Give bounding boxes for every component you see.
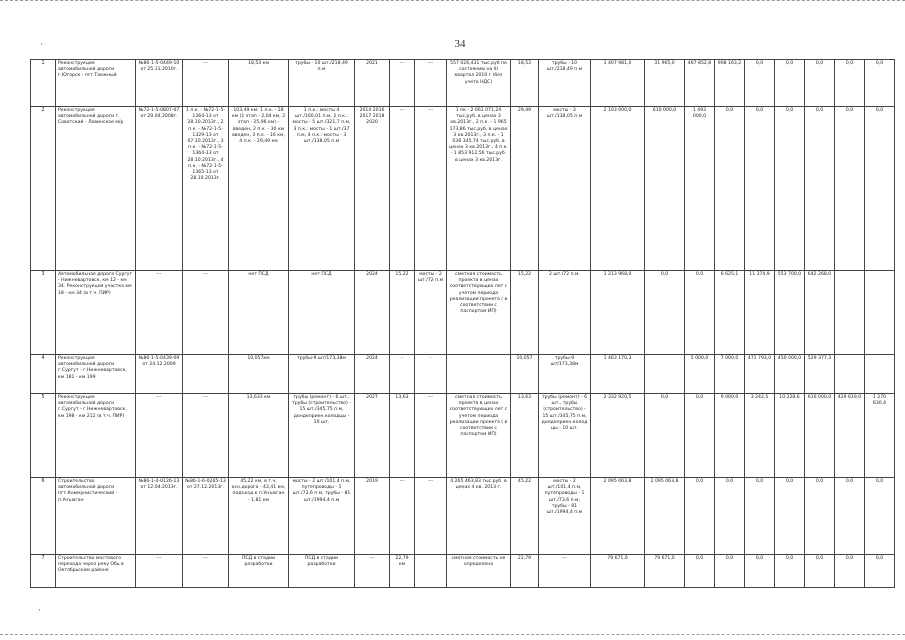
cell-v21: 0,0 [865, 555, 895, 588]
cell-v18: 0,0 [775, 478, 805, 555]
cell-doc1: --- [136, 271, 183, 355]
cell-c11: 10,057 [511, 355, 539, 394]
cell-capacity: трубы (ремонт) - 6 шт., трубы (строительство) - 15 шт./345,75 п.м, донделриен.колодцы - 10 шт. [289, 394, 355, 478]
cell-c8: 13,63 [390, 394, 415, 478]
cell-length: нет ПСД [229, 271, 289, 355]
cell-v14: 610 000,0 [645, 107, 685, 271]
cell-doc2: №86-1-6-0265-13 от 27.12.2013г. [183, 478, 229, 555]
cell-c12: трубы - 10 шт./218,49 п.м [539, 60, 591, 107]
cell-c11: 45,22 [511, 478, 539, 555]
cell-no: 3 [31, 271, 56, 355]
cell-v16: 0,0 [715, 107, 745, 271]
cell-length: 10,057км [229, 355, 289, 394]
cell-v15: 0,0 [685, 394, 715, 478]
cell-c11: 29,49 [511, 107, 539, 271]
cell-doc1: №86-1-5-0449-10 от 25.11.2010г. [136, 60, 183, 107]
cell-v15: 0,0 [685, 478, 715, 555]
cell-years: 2027 [355, 394, 390, 478]
cell-v16: 7 000,0 [715, 355, 745, 394]
cell-c9: - [415, 355, 447, 394]
cell-doc2: --- [183, 555, 229, 588]
cell-length: 13,633 км [229, 394, 289, 478]
cell-doc1: --- [136, 555, 183, 588]
cell-c11: 15,22 [511, 271, 539, 355]
cell-name: Автомобильная дорога Сургут - Нижневартовск, км 12 - км 34. Реконструкция участка км 18 - км 34 (в т.ч. ПИР) [56, 271, 136, 355]
cell-c12: трубы-9 шт/173,38м [539, 355, 591, 394]
cell-v14: 2 095 063,8 [645, 478, 685, 555]
cell-v13: 1 407 981,0 [591, 60, 645, 107]
table-row [31, 555, 895, 588]
cell-c9: --- [415, 394, 447, 478]
cell-doc1: --- [136, 394, 183, 478]
cell-doc2 [183, 355, 229, 394]
cell-length: 45,22 км, в т.ч. осн.дорога - 43,41 км, подъезд к п.Унъюган - 1,81 км [229, 478, 289, 555]
cell-v15: 0,0 [685, 555, 715, 588]
cell-c8: --- [390, 107, 415, 271]
cell-v18: 553 700,0 [775, 271, 805, 355]
cell-c8: 15,22 [390, 271, 415, 355]
cell-capacity: нет ПСД [289, 271, 355, 355]
cell-v15: 0,0 [685, 271, 715, 355]
cell-v17: 471 793,0 [745, 355, 775, 394]
cell-doc1: №86-1-5-0439-09 от 24.12.2009 [136, 355, 183, 394]
cell-c8: 22,79 км [390, 555, 415, 588]
cell-no: 1 [31, 60, 56, 107]
cell-doc2: --- [183, 394, 229, 478]
cell-v21: 0,0 [865, 478, 895, 555]
cell-c12: мосты - 3 шт./138,05 п.м [539, 107, 591, 271]
cell-capacity: 1 п.к.: мосты 4 шт./160,01 п.м, 2 п.к.: мосты - 5 шт./321,7 п.м, 3 п.к.: мосты - 1 шт./37 п.м, 4 п.к.: мосты - 3 шт./138,05 п.м [289, 107, 355, 271]
cell-doc2: --- [183, 271, 229, 355]
cell-v21 [865, 355, 895, 394]
cell-doc1: №86-1-4-0126-13 от 12.04.2013г. [136, 478, 183, 555]
cell-v21: 0,0 [865, 107, 895, 271]
cell-c12: 2 шт./72 п.м. [539, 271, 591, 355]
scan-speck: · [38, 606, 41, 616]
cell-v20 [835, 271, 865, 355]
cell-v17: 0,0 [745, 107, 775, 271]
cell-cost: 557 026,431 тыс.руб по состоянию на III квартал 2010 г (без учета НДС) [447, 60, 511, 107]
cell-cost: сметная стоимость проекта в ценах соответствующих лет с учетом периода реализации проекта ( в соответствии с паспортом ИП) [447, 271, 511, 355]
cell-v15: 5 000,0 [685, 355, 715, 394]
cell-cost: 4 265 463,83 тыс.руб. в ценах 4 кв. 2013 г. [447, 478, 511, 555]
cell-c12: мосты - 2 шт./101,4 п.м, путепроводы - 1 шт./73,6 п.м, трубы - 81 шт./1994,4 п.м [539, 478, 591, 555]
construction-projects-table [30, 59, 895, 588]
cell-v13: 2 332 920,5 [591, 394, 645, 478]
cell-name: Реконструкция автомобильной дороги г. Советский - Ловинское м/р [56, 107, 136, 271]
cell-v17: 11 374,9 [745, 271, 775, 355]
cell-c12: --- [539, 555, 591, 588]
cell-no: 4 [31, 355, 56, 394]
cell-c8: --- [390, 478, 415, 555]
cell-cost: сметная стоимость не определена [447, 555, 511, 588]
cell-v16: 6 625,1 [715, 271, 745, 355]
page-number: 34 [454, 38, 466, 50]
cell-v13: 2 095 063,8 [591, 478, 645, 555]
cell-c11: 13,63 [511, 394, 539, 478]
cell-v19: 610 000,0 [805, 394, 835, 478]
cell-v14: 79 671,0 [645, 555, 685, 588]
cell-length: 103,49 км: 1 п.к. - 28 км (1 этап - 2,04 км, 2 этап - 25,96 км) - введен, 2 п.к. - 30 км введен, 3 п.к. - 16 км, 4 п.к. - 29,49 км [229, 107, 289, 271]
cell-c11: 18,53 [511, 60, 539, 107]
cell-c9: мосты - 2 шт./72 п.м [415, 271, 447, 355]
cell-v16: 0,0 [715, 555, 745, 588]
cell-capacity: ПСД в стадии разработки [289, 555, 355, 588]
scan-bottom-edge [0, 634, 905, 640]
cell-v21: 1 270 830,4 [865, 394, 895, 478]
table-row [31, 107, 895, 271]
cell-c9: --- [415, 60, 447, 107]
cell-v14: 31 965,0 [645, 60, 685, 107]
cell-v14 [645, 355, 685, 394]
cell-v20: 0,0 [835, 478, 865, 555]
cell-v18: 10 228,6 [775, 394, 805, 478]
cell-name: Строительство автомобильной дороги пгт.Коммунистический - п.Унъюган [56, 478, 136, 555]
cell-c8: --- [390, 60, 415, 107]
cell-v20: 0,0 [835, 555, 865, 588]
scan-top-edge [0, 0, 905, 4]
cell-v19: 0,0 [805, 478, 835, 555]
cell-doc2: 1 п.к. - №72-1-5-1364-13 от 28.10.2013г., 2 п.к. - №72-1-5-1329-13 от 07.10.2013г., 3 п.к. - №72-1-5-1364-13 от 28.10.2013г., 4 п.к. - №72-1-5-1365-13 от 28.10.2013г. [183, 107, 229, 271]
cell-c9 [415, 555, 447, 588]
cell-v18: 0,0 [775, 60, 805, 107]
cell-name: Реконструкция автомобильной дороги г.Югорск - пгт.Таежный [56, 60, 136, 107]
cell-doc1: №72-1-5-0807-07 от 29.04.2008г. [136, 107, 183, 271]
table-row [31, 394, 895, 478]
cell-c9: --- [415, 478, 447, 555]
cell-v19: 0,0 [805, 60, 835, 107]
cell-v20: 0,0 [835, 60, 865, 107]
cell-v17: 0,0 [745, 60, 775, 107]
table-row [31, 355, 895, 394]
cell-doc2: --- [183, 60, 229, 107]
cell-v21 [865, 271, 895, 355]
cell-years: 2019 [355, 478, 390, 555]
cell-v13: 1 463 170,3 [591, 355, 645, 394]
table-row [31, 271, 895, 355]
cell-v21: 0,0 [865, 60, 895, 107]
cell-length: ПСД в стадии разработки [229, 555, 289, 588]
cell-v13: 2 103 000,0 [591, 107, 645, 271]
cell-name: Строительство мостового перехода через реку Обь в Октябрьском районе [56, 555, 136, 588]
cell-cost: 1 пк - 2 661 071,24 тыс.руб. в ценах 3 кв.2013г., 2 п.к. - 1 965 173,86 тыс.руб. в ценах 3 кв.2013г., 3 п.к. - 1 038 345,74 тыс.руб. в ценах 3 кв.2013г., 4 п.к. - 1 853 912,56 тыс.руб. в ценах 3 кв.2013г. [447, 107, 511, 271]
cell-v17: 0,0 [745, 478, 775, 555]
cell-v15: 467 852,8 [685, 60, 715, 107]
cell-capacity: трубы - 10 шт./218,49 п.м [289, 60, 355, 107]
cell-c8: - [390, 355, 415, 394]
cell-c9: --- [415, 107, 447, 271]
table-row [31, 478, 895, 555]
cell-capacity: трубы-9 шт/173,38м [289, 355, 355, 394]
cell-no: 5 [31, 394, 56, 478]
cell-v20: 0,0 [835, 107, 865, 271]
cell-v20: 429 619,0 [835, 394, 865, 478]
cell-v16: 908 163,2 [715, 60, 745, 107]
cell-v18: 0,0 [775, 107, 805, 271]
table-row [31, 60, 895, 107]
cell-v20 [835, 355, 865, 394]
cell-cost [447, 355, 511, 394]
cell-years: 2021 [355, 60, 390, 107]
cell-v14: 0,0 [645, 271, 685, 355]
cell-v14: 0,0 [645, 394, 685, 478]
cell-v19: 529 377,3 [805, 355, 835, 394]
cell-v17: 0,0 [745, 555, 775, 588]
cell-v15: 1 493 000,0 [685, 107, 715, 271]
cell-c12: трубы (ремонт) - 6 шт., трубы (строительство) - 15 шт./345,75 п.м, донделриен.колодцы - 10 шт. [539, 394, 591, 478]
cell-no: 2 [31, 107, 56, 271]
cell-v19: 0,0 [805, 555, 835, 588]
cell-v19: 642 268,0 [805, 271, 835, 355]
cell-years: 2024 [355, 355, 390, 394]
cell-v17: 3 242,5 [745, 394, 775, 478]
cell-v19: 0,0 [805, 107, 835, 271]
cell-name: Реконструкция автомобильной дороги г.Сургут - г.Нижневартовск, км 198 - км 212 (в т.ч. ПИР) [56, 394, 136, 478]
cell-c11: 22,79 [511, 555, 539, 588]
cell-cost: сметная стоимость проекта в ценах соответствующих лет с учетом периода реализации проекта ( в соответствии с паспортом ИП) [447, 394, 511, 478]
scan-speck: · [40, 40, 43, 50]
cell-no: 6 [31, 478, 56, 555]
cell-capacity: мосты - 2 шт./101,4 п.м, путепроводы - 1 шт./73,6 п.м, трубы - 81 шт./1994,4 п.м [289, 478, 355, 555]
cell-v13: 1 213 968,0 [591, 271, 645, 355]
cell-v16: 0,0 [715, 478, 745, 555]
cell-name: Реконструкция автомобильной дороги г.Сургут - г.Нижневартовск, км 181 - км 199 [56, 355, 136, 394]
cell-v16: 9 000,0 [715, 394, 745, 478]
cell-v18: 450 000,0 [775, 355, 805, 394]
cell-no: 7 [31, 555, 56, 588]
cell-length: 18,53 км [229, 60, 289, 107]
cell-v13: 79 671,0 [591, 555, 645, 588]
cell-years: 2024 [355, 271, 390, 355]
cell-v18: 0,0 [775, 555, 805, 588]
cell-years: --- [355, 555, 390, 588]
cell-years: 2014 2016 2017 2018 2020 [355, 107, 390, 271]
